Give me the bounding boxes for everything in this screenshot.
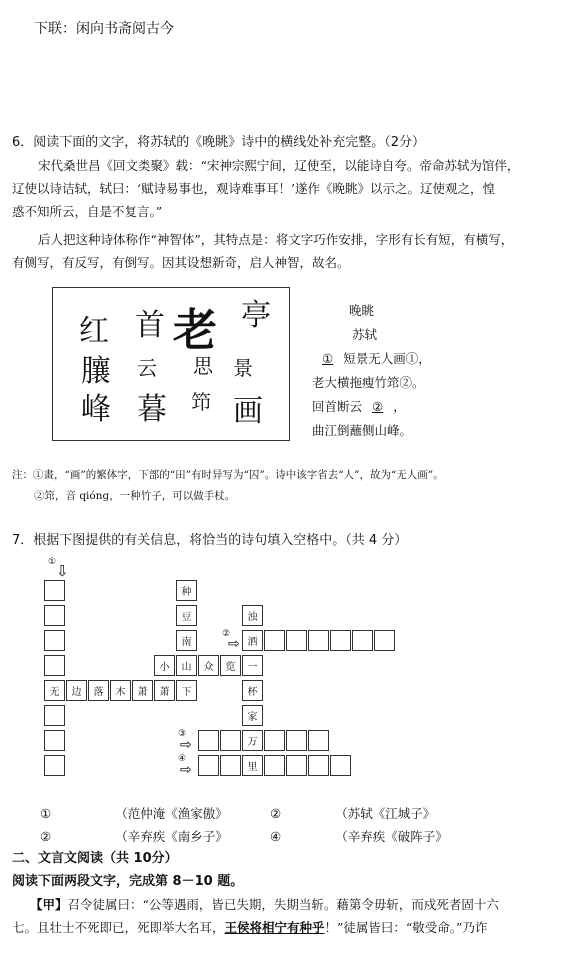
answer-blank-1[interactable] bbox=[55, 806, 111, 822]
jia-line-2: 七。且壮士不死即已，死即举大名耳，王侯将相宁有种乎！”徒属皆曰：“敬受命。”乃诈 bbox=[12, 920, 488, 935]
callig-char: 红 bbox=[79, 314, 109, 349]
grid-cell: 边 bbox=[66, 680, 87, 701]
q6-prompt: 6．阅读下面的文字，将苏轼的《晚眺》诗中的横线处补充完整。（2分） bbox=[12, 135, 426, 150]
grid-cell: 览 bbox=[220, 655, 241, 676]
grid-cell-blank[interactable] bbox=[352, 630, 373, 651]
underlined-phrase: 王侯将相宁有种乎 bbox=[224, 920, 325, 935]
answer-blank-4[interactable] bbox=[283, 829, 333, 845]
note-2: ②筇，音 qióng，一种竹子，可以做手杖。 bbox=[34, 490, 236, 502]
answer-blank-3[interactable] bbox=[55, 829, 111, 845]
callig-char: 思 bbox=[193, 354, 213, 378]
grid-cell-blank[interactable] bbox=[220, 730, 241, 751]
grid-cell-blank[interactable] bbox=[308, 630, 329, 651]
poem-blank-2[interactable]: ② bbox=[372, 399, 384, 414]
callig-char: 画 bbox=[233, 394, 263, 429]
grid-cell: 豆 bbox=[176, 605, 197, 626]
grid-cell: 木 bbox=[110, 680, 131, 701]
grid-cell: 萧 bbox=[154, 680, 175, 701]
callig-char: 䑋 bbox=[81, 354, 111, 389]
answer-line-4: ④ （辛弃疾《破阵子》 bbox=[270, 829, 448, 844]
grid-cell: 下 bbox=[176, 680, 197, 701]
answer-line-1: ① （范仲淹《渔家傲》 bbox=[40, 806, 228, 821]
couplet-second-line: 下联：闲向书斋阅古今 bbox=[34, 21, 174, 37]
grid-cell-blank[interactable] bbox=[44, 580, 65, 601]
poem-author: 苏轼 bbox=[352, 327, 378, 342]
grid-cell-blank[interactable] bbox=[44, 730, 65, 751]
grid-cell-blank[interactable] bbox=[198, 730, 219, 751]
answer-blank-2[interactable] bbox=[283, 806, 333, 822]
grid-cell: 山 bbox=[176, 655, 197, 676]
q7-prompt: 7．根据下图提供的有关信息，将恰当的诗句填入空格中。（共 4 分） bbox=[12, 533, 408, 548]
grid-cell: 无 bbox=[44, 680, 65, 701]
grid-cell: 种 bbox=[176, 580, 197, 601]
grid-cell: 里 bbox=[242, 755, 263, 776]
q6-para2-line2: 有侧写，有反写，有倒写。因其设想新奇，启人神智，故名。 bbox=[12, 255, 350, 270]
down-arrow-icon: ⇩ bbox=[56, 562, 69, 580]
marker-1: ① bbox=[48, 557, 57, 567]
grid-cell-blank[interactable] bbox=[44, 630, 65, 651]
answer-line-2: ② （苏轼《江城子》 bbox=[270, 806, 436, 821]
poem-line3: 回首断云 ② ， bbox=[312, 399, 406, 414]
answer-line-3: ② （辛弃疾《南乡子》 bbox=[40, 829, 228, 844]
grid-cell-blank[interactable] bbox=[44, 655, 65, 676]
grid-cell-blank[interactable] bbox=[330, 755, 351, 776]
q6-para1-line3: 惑不知所云，自是不复言。” bbox=[12, 204, 163, 219]
note-1: 注：①畫，“画”的繁体字，下部的“田”有时异写为“囚”。诗中该字省去“人”，故为“无人画”。 bbox=[12, 469, 444, 481]
section-2-heading: 二、文言文阅读（共 10分） bbox=[12, 851, 178, 866]
grid-cell-blank[interactable] bbox=[286, 755, 307, 776]
grid-cell: 南 bbox=[176, 630, 197, 651]
q6-para1-line2: 辽使以诗诘轼，轼曰：‘赋诗易事也，观诗难事耳！’遂作《晚眺》以示之。辽使观之，惶 bbox=[12, 181, 495, 196]
poem-blank-1[interactable]: ① bbox=[322, 351, 334, 366]
callig-char: 云 bbox=[137, 356, 157, 380]
grid-cell: 萧 bbox=[132, 680, 153, 701]
grid-cell-blank[interactable] bbox=[264, 755, 285, 776]
grid-cell-blank[interactable] bbox=[286, 730, 307, 751]
jia-line-1: 【甲】召令徒属曰：“公等遇雨，皆已失期，失期当斩。藉第令毋斩，而戍死者固十六 bbox=[30, 897, 499, 912]
callig-char: 亭 bbox=[241, 298, 271, 333]
marker-4: ④ bbox=[178, 754, 187, 764]
grid-cell-blank[interactable] bbox=[264, 730, 285, 751]
calligraphy-poem-image bbox=[52, 287, 290, 441]
right-arrow-icon: ⇨ bbox=[180, 737, 192, 753]
q6-para2-line1: 后人把这种诗体称作“神智体”，其特点是：将文字巧作安排，字形有长有短，有横写， bbox=[38, 232, 514, 247]
grid-cell: 浊 bbox=[242, 605, 263, 626]
grid-cell-blank[interactable] bbox=[220, 755, 241, 776]
grid-cell: 酒 bbox=[242, 630, 263, 651]
section-2-instruction: 阅读下面两段文字，完成第 8－10 题。 bbox=[12, 874, 244, 889]
right-arrow-icon: ⇨ bbox=[228, 636, 240, 652]
grid-cell-blank[interactable] bbox=[44, 605, 65, 626]
grid-cell: 小 bbox=[154, 655, 175, 676]
callig-char: 景 bbox=[233, 356, 253, 380]
grid-cell: 杯 bbox=[242, 680, 263, 701]
poem-line2: 老大横拖瘦竹筇②。 bbox=[312, 375, 425, 390]
grid-cell: 众 bbox=[198, 655, 219, 676]
grid-cell-blank[interactable] bbox=[330, 630, 351, 651]
grid-cell-blank[interactable] bbox=[198, 755, 219, 776]
grid-cell-blank[interactable] bbox=[308, 730, 329, 751]
q6-para1-line1: 宋代桑世昌《回文类聚》载：“宋神宗熙宁间，辽使至，以能诗自夸。帝命苏轼为馆伴， bbox=[38, 158, 520, 173]
grid-cell-blank[interactable] bbox=[374, 630, 395, 651]
grid-cell-blank[interactable] bbox=[308, 755, 329, 776]
grid-cell-blank[interactable] bbox=[286, 630, 307, 651]
callig-char: 首 bbox=[135, 308, 165, 343]
marker-2: ② bbox=[222, 629, 231, 639]
callig-char: 老 bbox=[173, 305, 217, 356]
grid-cell-blank[interactable] bbox=[44, 755, 65, 776]
grid-cell: 家 bbox=[242, 705, 263, 726]
grid-cell: 落 bbox=[88, 680, 109, 701]
marker-3: ③ bbox=[178, 729, 187, 739]
grid-cell-blank[interactable] bbox=[44, 705, 65, 726]
grid-cell: 万 bbox=[242, 730, 263, 751]
grid-cell-blank[interactable] bbox=[264, 630, 285, 651]
poem-title: 晚眺 bbox=[349, 303, 375, 318]
poem-line4: 曲江倒蘸侧山峰。 bbox=[312, 423, 413, 438]
callig-char: 暮 bbox=[137, 392, 167, 427]
right-arrow-icon: ⇨ bbox=[180, 762, 192, 778]
callig-char: 笻 bbox=[191, 390, 211, 414]
grid-cell: 一 bbox=[242, 655, 263, 676]
callig-char: 峰 bbox=[81, 392, 111, 427]
poem-line1: ① 短景无人画①， bbox=[312, 351, 431, 367]
